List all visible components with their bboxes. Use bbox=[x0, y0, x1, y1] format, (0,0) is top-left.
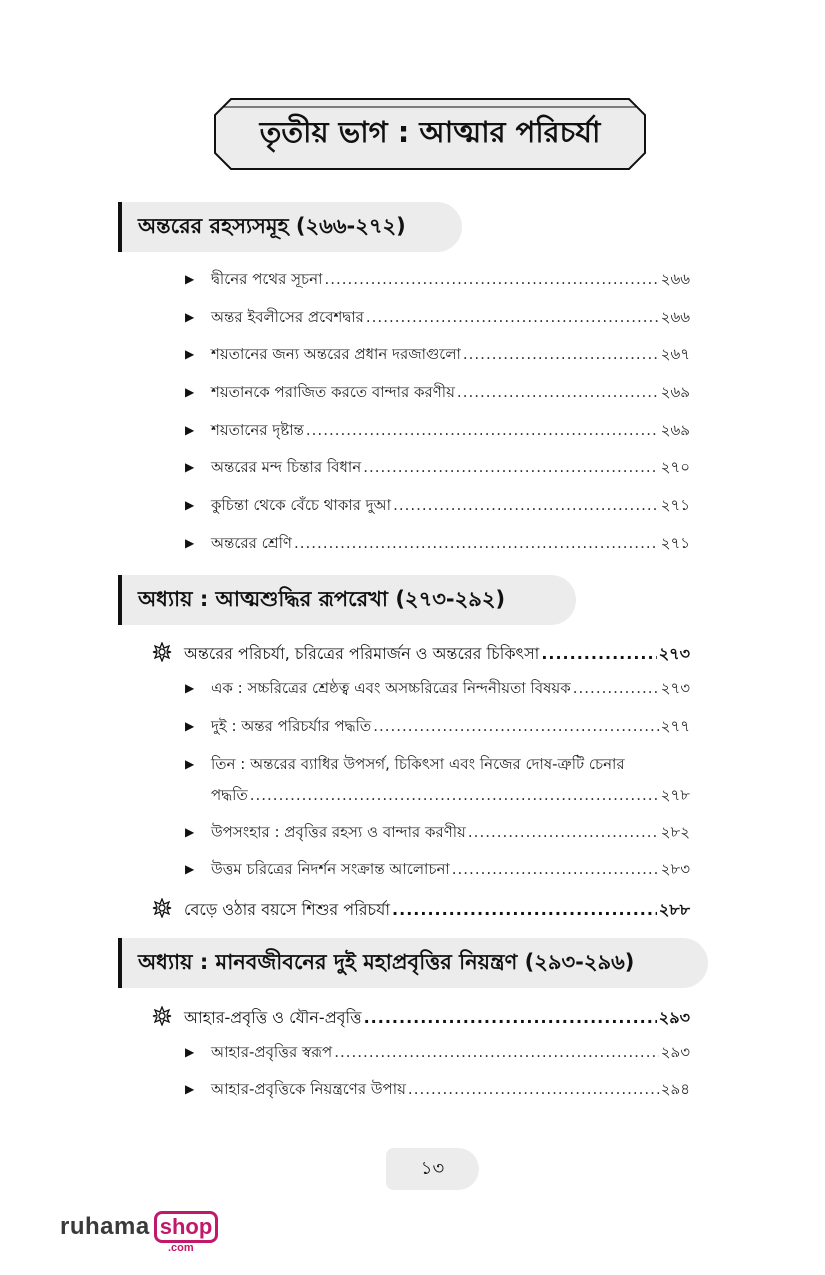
section-heading: অন্তরের রহস্যসমূহ (২৬৬-২৭২) bbox=[118, 202, 462, 252]
leader-dots bbox=[250, 786, 659, 804]
leader-dots bbox=[366, 308, 659, 326]
leader-dots bbox=[334, 1043, 659, 1061]
entry-label: আহার-প্রবৃত্তিকে নিয়ন্ত্রণের উপায় bbox=[211, 1080, 406, 1098]
triangle-bullet-icon: ▶ bbox=[185, 460, 195, 474]
page-number: ১৩ bbox=[386, 1148, 479, 1190]
toc-entry[interactable] bbox=[185, 677, 690, 705]
leader-dots bbox=[463, 345, 659, 363]
entry-page: ২৬৭ bbox=[660, 345, 690, 363]
section-heading: অধ্যায় : মানবজীবনের দুই মহাপ্রবৃত্তির নিয়ন্ত্রণ (২৯৩-২৯৬) bbox=[118, 938, 708, 988]
entry-label: অন্তরের শ্রেণি bbox=[211, 534, 292, 552]
entry-label: আহার-প্রবৃত্তির স্বরূপ bbox=[211, 1043, 333, 1061]
ruhamashop-logo bbox=[60, 1211, 230, 1255]
entry-page: ২৮২ bbox=[660, 823, 690, 841]
entry-label: শয়তানের জন্য অন্তরের প্রধান দরজাগুলো bbox=[211, 345, 461, 363]
toc-topic[interactable] bbox=[152, 639, 690, 667]
entry-label: এক : সচ্চরিত্রের শ্রেষ্ঠত্ব এবং অসচ্চরিত্রের নিন্দনীয়তা বিষয়ক bbox=[211, 679, 571, 697]
entry-page: ২৭৩ bbox=[660, 679, 690, 697]
logo-brand-text: ruhama bbox=[60, 1213, 150, 1240]
toc-entry[interactable] bbox=[185, 343, 690, 371]
triangle-bullet-icon: ▶ bbox=[185, 1045, 195, 1059]
leader-dots bbox=[364, 1008, 657, 1027]
entry-label: শয়তানের দৃষ্টান্ত bbox=[211, 421, 304, 439]
toc-entry[interactable] bbox=[185, 381, 690, 409]
toc-entry[interactable] bbox=[185, 821, 690, 849]
entry-label: দুই : অন্তর পরিচর্যার পদ্ধতি bbox=[211, 717, 372, 735]
topic-label: অন্তরের পরিচর্যা, চরিত্রের পরিমার্জন ও অন্তরের চিকিৎসা bbox=[184, 644, 540, 663]
toc-entry[interactable] bbox=[185, 494, 690, 522]
entry-label: উত্তম চরিত্রের নিদর্শন সংক্রান্ত আলোচনা bbox=[211, 860, 450, 878]
entry-page: ২৬৬ bbox=[660, 270, 690, 288]
triangle-bullet-icon: ▶ bbox=[185, 385, 195, 399]
triangle-bullet-icon: ▶ bbox=[185, 757, 195, 771]
leader-dots bbox=[392, 900, 657, 919]
leader-dots bbox=[408, 1080, 659, 1098]
logo-shop-badge: shop bbox=[154, 1211, 218, 1243]
leader-dots bbox=[452, 860, 659, 878]
part-title-box bbox=[213, 97, 647, 171]
toc-entry[interactable] bbox=[185, 419, 690, 447]
leader-dots bbox=[294, 534, 659, 552]
entry-page: ২৯৪ bbox=[660, 1080, 690, 1098]
topic-label: আহার-প্রবৃত্তি ও যৌন-প্রবৃত্তি bbox=[184, 1008, 362, 1027]
entry-page: ২৭১ bbox=[660, 496, 690, 514]
entry-label: শয়তানকে পরাজিত করতে বান্দার করণীয় bbox=[211, 383, 455, 401]
triangle-bullet-icon: ▶ bbox=[185, 310, 195, 324]
triangle-bullet-icon: ▶ bbox=[185, 498, 195, 512]
toc-entry[interactable] bbox=[185, 306, 690, 334]
leader-dots bbox=[373, 717, 659, 735]
toc-entry[interactable] bbox=[185, 1041, 690, 1069]
triangle-bullet-icon: ▶ bbox=[185, 423, 195, 437]
section-heading: অধ্যায় : আত্মশুদ্ধির রূপরেখা (২৭৩-২৯২) bbox=[118, 575, 576, 625]
topic-label: বেড়ে ওঠার বয়সে শিশুর পরিচর্যা bbox=[184, 900, 391, 919]
toc-entry[interactable] bbox=[185, 268, 690, 296]
entry-page: ২৯৩ bbox=[660, 1043, 690, 1061]
leader-dots bbox=[468, 823, 659, 841]
entry-page: ২৭৮ bbox=[660, 786, 690, 804]
entry-label: উপসংহার : প্রবৃত্তির রহস্য ও বান্দার করণীয় bbox=[211, 823, 466, 841]
triangle-bullet-icon: ▶ bbox=[185, 862, 195, 876]
triangle-bullet-icon: ▶ bbox=[185, 536, 195, 550]
triangle-bullet-icon: ▶ bbox=[185, 347, 195, 361]
entry-page: ২৭৭ bbox=[660, 717, 690, 735]
toc-entry-continuation[interactable] bbox=[211, 784, 690, 812]
entry-page: ২৬৯ bbox=[660, 383, 690, 401]
entry-page: ২৬৬ bbox=[660, 308, 690, 326]
entry-label-line1: তিন : অন্তরের ব্যাধির উপসর্গ, চিকিৎসা এবং নিজের দোষ-ত্রুটি চেনার bbox=[211, 755, 625, 773]
toc-entry[interactable] bbox=[185, 532, 690, 560]
entry-page: ২৬৯ bbox=[660, 421, 690, 439]
triangle-bullet-icon: ▶ bbox=[185, 272, 195, 286]
part-title: তৃতীয় ভাগ : আত্মার পরিচর্যা bbox=[259, 114, 601, 149]
leader-dots bbox=[324, 270, 658, 288]
triangle-bullet-icon: ▶ bbox=[185, 825, 195, 839]
topic-page: ২৮৮ bbox=[658, 900, 690, 919]
toc-topic[interactable] bbox=[152, 895, 690, 923]
topic-page: ২৯৩ bbox=[658, 1008, 690, 1027]
topic-page: ২৭৩ bbox=[658, 644, 690, 663]
toc-topic[interactable] bbox=[152, 1003, 690, 1031]
flower-ornament-icon bbox=[152, 642, 184, 666]
leader-dots bbox=[541, 644, 656, 663]
leader-dots bbox=[573, 679, 659, 697]
leader-dots bbox=[363, 458, 659, 476]
entry-label: দ্বীনের পথের সূচনা bbox=[211, 270, 323, 288]
entry-page: ২৭১ bbox=[660, 534, 690, 552]
toc-entry[interactable] bbox=[185, 1078, 690, 1106]
entry-label-line2: পদ্ধতি bbox=[211, 786, 248, 804]
toc-entry[interactable] bbox=[185, 753, 690, 781]
toc-entry[interactable] bbox=[185, 715, 690, 743]
triangle-bullet-icon: ▶ bbox=[185, 719, 195, 733]
triangle-bullet-icon: ▶ bbox=[185, 1082, 195, 1096]
entry-page: ২৮৩ bbox=[660, 860, 690, 878]
entry-label: অন্তর ইবলীসের প্রবেশদ্বার bbox=[211, 308, 364, 326]
logo-domain-text: .com bbox=[168, 1242, 194, 1254]
triangle-bullet-icon: ▶ bbox=[185, 681, 195, 695]
entry-label: কুচিন্তা থেকে বেঁচে থাকার দুআ bbox=[211, 496, 392, 514]
flower-ornament-icon bbox=[152, 898, 184, 922]
leader-dots bbox=[306, 421, 659, 439]
leader-dots bbox=[393, 496, 659, 514]
flower-ornament-icon bbox=[152, 1006, 184, 1030]
entry-page: ২৭০ bbox=[660, 458, 690, 476]
toc-entry[interactable] bbox=[185, 858, 690, 886]
toc-entry[interactable] bbox=[185, 456, 690, 484]
leader-dots bbox=[457, 383, 659, 401]
entry-label: অন্তরের মন্দ চিন্তার বিধান bbox=[211, 458, 362, 476]
